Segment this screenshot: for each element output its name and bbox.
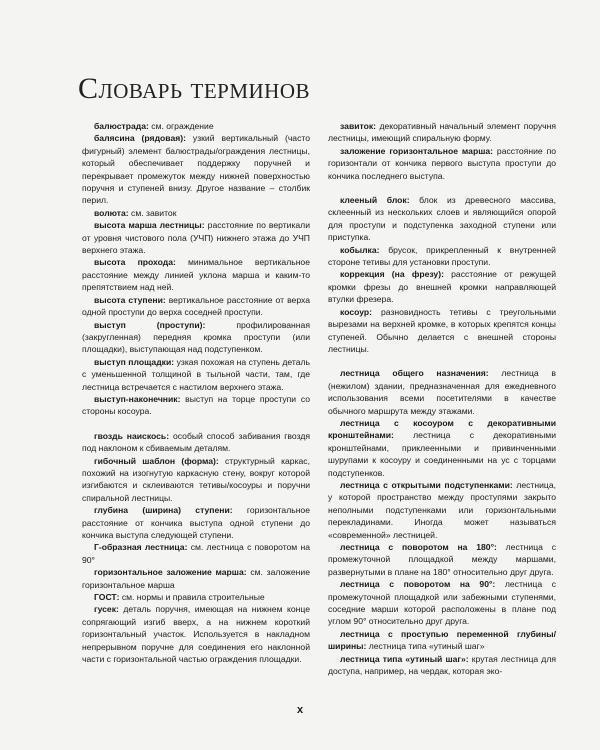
- glossary-term: лестница с проступью переменной глубины/ширины:: [328, 628, 556, 652]
- glossary-term: лестница с косоуром с декоративными кронштейнами:: [328, 417, 556, 441]
- glossary-term: высота ступени:: [94, 294, 166, 305]
- glossary-definition: узкий вертикальный (часто фигурный) элемент балюстрады/ограждения лестницы, который обеспечивает поддержку поручней и перекрывает промежуток между нижней поверхностью поручня и ступеней внизу. Другое название – столбик перил.: [82, 133, 310, 206]
- glossary-term: ГОСТ:: [94, 592, 120, 603]
- glossary-term: лестница с поворотом на 180°:: [340, 542, 497, 552]
- glossary-definition: расстояние по вертикали от уровня чистового пола (УЧП) нижнего этажа до УЧП верхнего этажа.: [82, 220, 310, 256]
- glossary-term: коррекция (на фрезу):: [340, 269, 444, 280]
- glossary-right-column: [328, 120, 556, 677]
- glossary-term: лестница типа «утиный шаг»:: [340, 653, 469, 664]
- glossary-term: выступ-наконечник:: [94, 393, 181, 404]
- glossary-definition: лестница с декоративными кронштейнами, приклеенными и привинченными шурупами к косоуру и соединенными на ус с торцами подступенков.: [328, 430, 556, 478]
- glossary-term: выступ (проступи):: [94, 319, 206, 330]
- glossary-entry: [328, 653, 556, 678]
- glossary-definition: профилированная (закругленная) передняя кромка проступи (или площадки), выступающая над подступенком.: [82, 319, 310, 355]
- glossary-entry: [328, 268, 556, 305]
- glossary-definition: лестница, у которой пространство между проступями закрыто неполными подступенками или горизонтальными перекладинами. Иногда может называться «современной» лестницей.: [328, 479, 556, 540]
- glossary-entry: [328, 145, 556, 182]
- glossary-term: балясина (рядовая):: [94, 133, 186, 144]
- glossary-entry: [82, 319, 310, 356]
- page-number: x: [296, 704, 304, 716]
- glossary-term: высота марша лестницы:: [94, 220, 205, 231]
- glossary-term: волюта:: [94, 207, 129, 218]
- glossary-entry: [328, 120, 556, 145]
- glossary-entry: [82, 393, 310, 418]
- glossary-entry: [328, 244, 556, 269]
- glossary-definition: крутая лестница для доступа, например, на чердак, которая эко-: [328, 653, 556, 677]
- glossary-term: выступ площадки:: [94, 356, 175, 367]
- glossary-definition: особый способ забивания гвоздя под наклоном к сбиваемым деталям.: [82, 430, 310, 454]
- glossary-term: Г-образная лестница:: [94, 542, 188, 553]
- glossary-term: косоур:: [340, 306, 373, 317]
- glossary-left-column: [82, 120, 310, 665]
- glossary-definition: лестница в (нежилом) здании, предназначенная для ежедневного использования всеми посетителями в качестве обычного маршрута между этажами.: [328, 368, 556, 416]
- glossary-definition: брусок, прикрепленный к внутренней стороне тетивы для установки проступи.: [328, 244, 556, 268]
- glossary-term: завиток:: [340, 121, 377, 131]
- glossary-entry: [82, 219, 310, 256]
- glossary-definition: узкая похожая на ступень деталь с уменьшенной толщиной в тыльной части, там, где лестница встречается с настилом верхнего этажа.: [82, 356, 310, 392]
- glossary-entry: [328, 194, 556, 244]
- glossary-term: гусек:: [94, 604, 119, 615]
- glossary-term: балюстрада:: [94, 121, 149, 131]
- glossary-entry: [328, 306, 556, 356]
- glossary-definition: минимальное вертикальное расстояние между линией уклона марша и каким-то препятствием над ней.: [82, 257, 310, 293]
- glossary-term: горизонтальное заложение марша:: [94, 567, 247, 578]
- glossary-entry: [82, 591, 310, 603]
- glossary-definition: лестница с промежуточной площадкой между маршами, развернутыми в плане на 180° относительно друг друга.: [328, 542, 556, 577]
- glossary-entry: [82, 356, 310, 393]
- glossary-entry: [82, 603, 310, 665]
- page-title: Словарь терминов: [78, 72, 311, 105]
- glossary-definition: см. лестница с поворотом на 90°: [82, 542, 310, 565]
- glossary-definition: расстояние от режущей кромки фрезы до внешней кромки направляющей втулки фрезера.: [328, 269, 556, 305]
- glossary-definition: см. нормы и правила строительные: [119, 592, 265, 603]
- glossary-definition: выступ на торце проступи со стороны косоура.: [82, 393, 310, 417]
- glossary-definition: лестница типа «утиный шаг»: [366, 641, 485, 652]
- glossary-entry: [328, 628, 556, 653]
- glossary-definition: разновидность тетивы с треугольными вырезами на верхней кромке, в которых крепятся концы ступеней. Обычно делается с внешней стороны лестницы.: [328, 306, 556, 354]
- glossary-term: гвоздь наискось:: [94, 430, 170, 441]
- glossary-entry: [328, 479, 556, 541]
- glossary-term: лестница с открытыми подступенками:: [340, 479, 513, 490]
- glossary-entry: [82, 430, 310, 455]
- glossary-definition: вертикальное расстояние от верха одной проступи до верха соседней проступи.: [82, 294, 310, 318]
- glossary-definition: см. заложение горизонтальное марша: [82, 567, 310, 590]
- glossary-entry: [82, 504, 310, 541]
- glossary-term: клееный блок:: [340, 195, 410, 206]
- glossary-term: высота прохода:: [94, 257, 176, 268]
- glossary-term: кобылка:: [340, 244, 380, 255]
- glossary-term: глубина (ширина) ступени:: [94, 505, 233, 516]
- glossary-entry: [82, 294, 310, 319]
- glossary-entry: [82, 566, 310, 591]
- glossary-definition: см. ограждение: [148, 121, 214, 131]
- glossary-definition: см. завиток: [128, 207, 177, 218]
- glossary-entry: [82, 541, 310, 566]
- glossary-term: лестница общего назначения:: [340, 368, 489, 379]
- glossary-term: гибочный шаблон (форма):: [94, 455, 219, 466]
- glossary-entry: [82, 132, 310, 206]
- glossary-entry: [328, 417, 556, 479]
- glossary-entry: [328, 578, 556, 628]
- glossary-entry: [82, 120, 310, 132]
- glossary-definition: деталь поручня, имеющая на нижнем конце сопрягающий изгиб вверх, а на нижнем короткий горизонтальный участок. Используется в накладном непрерывном поручне для соединения его наклонной части с горизонтальной частью ограждения площадки.: [82, 604, 310, 665]
- glossary-definition: горизонтальное расстояние от кончика выступа одной ступени до кончика выступа следующей ступени.: [82, 505, 310, 540]
- glossary-entry: [82, 207, 310, 219]
- glossary-entry: [82, 455, 310, 505]
- glossary-definition: расстояние по горизонтали от кончика первого выступа проступи до кончика последнего выступа.: [328, 145, 556, 181]
- glossary-term: заложение горизонтальное марша:: [340, 145, 494, 156]
- glossary-definition: декоративный начальный элемент поручня лестницы, имеющий спиральную форму.: [328, 121, 556, 144]
- glossary-definition: блок из древесного массива, склеенный из нескольких слоев и являющийся опорой для проступи и подступенка заходной ступени или приступка.: [328, 195, 556, 243]
- glossary-entry: [328, 541, 556, 578]
- glossary-definition: структурный каркас, похожий на изогнутую каркасную стену, вокруг которой изгибаются и склеиваются тетивы/косоуры и поручни спиральной лестницы.: [82, 455, 310, 503]
- glossary-entry: [328, 367, 556, 417]
- glossary-term: лестница с поворотом на 90°:: [340, 579, 496, 590]
- glossary-definition: лестница с промежуточной площадкой или забежными ступенями, соседние марши которой расположены в плане под углом 90° относительно друг друга.: [328, 579, 556, 627]
- glossary-entry: [82, 256, 310, 293]
